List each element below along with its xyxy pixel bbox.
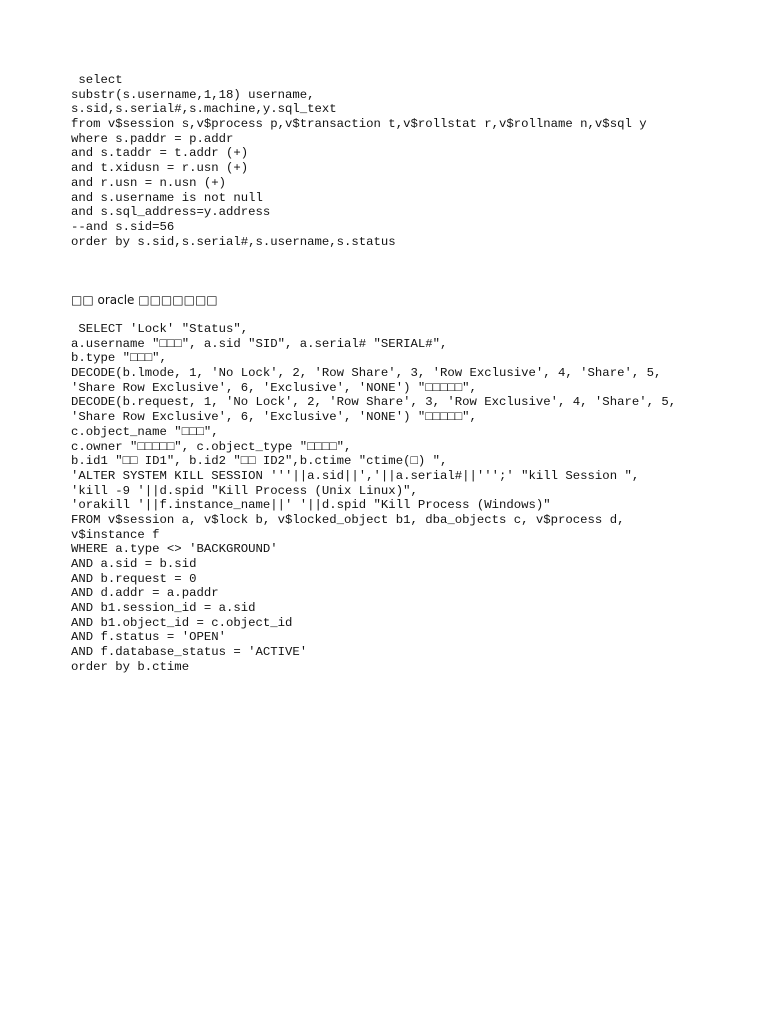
code-line: b.type "□□□",: [71, 351, 167, 366]
code-line: --and s.sid=56: [71, 219, 175, 234]
code-line: WHERE a.type <> 'BACKGROUND': [71, 542, 278, 557]
code-line: select: [71, 73, 123, 87]
code-line: order by b.ctime: [71, 659, 190, 674]
code-line: a.username "□□□", a.sid "SID", a.serial# "SERIAL#",: [71, 336, 448, 351]
code-line: AND f.status = 'OPEN': [71, 630, 226, 645]
code-line: and s.sql_address=y.address: [71, 205, 271, 220]
code-line: 'Share Row Exclusive', 6, 'Exclusive', 'NONE') "□□□□□",: [71, 380, 477, 395]
code-line: AND b1.object_id = c.object_id: [71, 615, 293, 630]
sql-query-session-rollback: [71, 73, 647, 249]
code-line: 'ALTER SYSTEM KILL SESSION '''||a.sid||','||a.serial#||''';' "kill Session ",: [71, 468, 640, 483]
code-line: and s.taddr = t.addr (+): [71, 146, 249, 161]
sql-query-locks: [71, 322, 676, 675]
code-line: AND a.sid = b.sid: [71, 557, 197, 571]
code-line: AND b.request = 0: [71, 571, 197, 586]
code-line: FROM v$session a, v$lock b, v$locked_object b1, dba_objects c, v$process d,: [71, 512, 625, 527]
code-line: substr(s.username,1,18) username,: [71, 87, 315, 102]
code-line: SELECT 'Lock' "Status",: [71, 322, 249, 336]
code-line: c.owner "□□□□□", c.object_type "□□□□",: [71, 439, 352, 454]
code-line: DECODE(b.lmode, 1, 'No Lock', 2, 'Row Share', 3, 'Row Exclusive', 4, 'Share', 5,: [71, 366, 662, 381]
code-line: 'kill -9 '||d.spid "Kill Process (Unix Linux)",: [71, 483, 418, 498]
code-line: and t.xidusn = r.usn (+): [71, 161, 249, 176]
code-line: 'Share Row Exclusive', 6, 'Exclusive', 'NONE') "□□□□□",: [71, 410, 477, 425]
code-line: order by s.sid,s.serial#,s.username,s.status: [71, 234, 396, 249]
code-line: s.sid,s.serial#,s.machine,y.sql_text: [71, 102, 337, 117]
code-line: DECODE(b.request, 1, 'No Lock', 2, 'Row Share', 3, 'Row Exclusive', 4, 'Share', 5,: [71, 395, 677, 410]
code-line: AND f.database_status = 'ACTIVE': [71, 645, 308, 660]
code-line: AND d.addr = a.paddr: [71, 586, 219, 601]
code-line: v$instance f: [71, 527, 160, 542]
code-line: and r.usn = n.usn (+): [71, 175, 226, 190]
code-line: c.object_name "□□□",: [71, 424, 219, 439]
code-line: where s.paddr = p.addr: [71, 131, 234, 146]
code-line: from v$session s,v$process p,v$transaction t,v$rollstat r,v$rollname n,v$sql y: [71, 117, 647, 132]
code-line: and s.username is not null: [71, 190, 263, 205]
section-heading: □□ oracle □□□□□□□: [71, 293, 218, 307]
code-line: 'orakill '||f.instance_name||' '||d.spid "Kill Process (Windows)": [71, 498, 551, 513]
code-line: b.id1 "□□ ID1", b.id2 "□□ ID2",b.ctime "ctime(□) ",: [71, 454, 448, 469]
code-line: AND b1.session_id = a.sid: [71, 601, 256, 616]
